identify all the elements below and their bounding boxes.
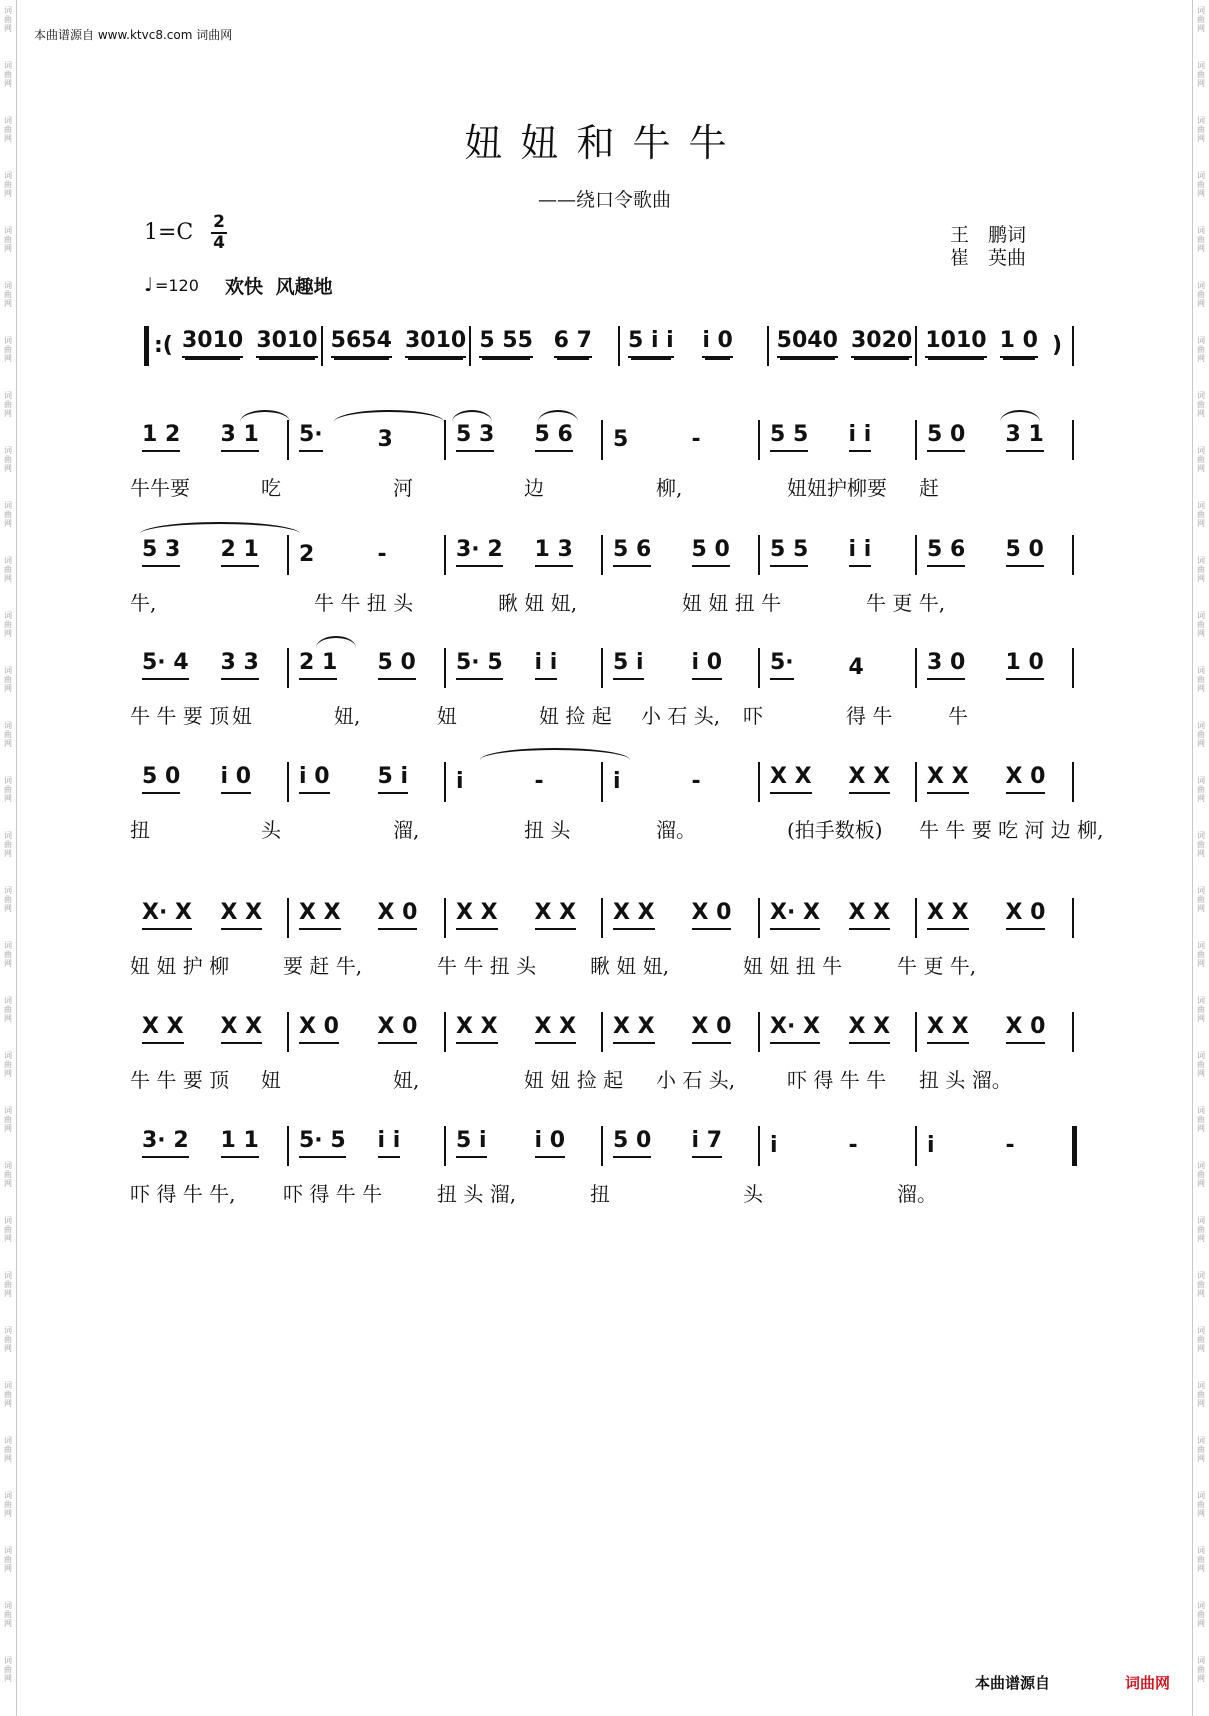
barline [601, 648, 603, 688]
song-title: 妞妞和牛牛 [464, 121, 745, 165]
note-group: 1 3 [535, 535, 573, 567]
note-group: X X [613, 898, 655, 930]
barline [287, 1126, 289, 1166]
lyric-phrase: 妞 妞 扭 牛 [682, 591, 782, 615]
watermark-text: 词 曲 网 [4, 61, 12, 88]
lyric-phrase: 小 石 头, [641, 704, 721, 728]
barline [1072, 326, 1074, 366]
watermark-text: 词 曲 网 [4, 336, 12, 363]
song-subtitle: ——绕口令歌曲 [537, 189, 671, 211]
barline [915, 898, 917, 938]
watermark-text: 词 曲 网 [4, 6, 12, 33]
note-group: i 0 [299, 762, 330, 794]
note-group: 5 i [456, 1126, 487, 1158]
source-note: 本曲谱源自 www.ktvc8.com 词曲网 [34, 28, 233, 42]
note-group: 5 6 [535, 420, 573, 452]
barline [601, 898, 603, 938]
note-group: i 7 [692, 1126, 723, 1158]
note-group: 5· 5 [299, 1126, 346, 1158]
credits [950, 224, 1026, 270]
barline [444, 420, 446, 460]
note-group: i 0 [221, 762, 252, 794]
slur-mark [480, 748, 630, 760]
lyric-phrase: 牛牛要 [130, 476, 190, 500]
note-group: X 0 [299, 1012, 339, 1044]
note-group: 5 5 [770, 535, 808, 567]
note-group: i i [378, 1126, 401, 1158]
lyric-phrase: 妞 [261, 1068, 281, 1092]
watermark-text: 词 曲 网 [1197, 1216, 1205, 1243]
note-group: 4 [848, 655, 864, 680]
watermark-text: 词 曲 网 [4, 391, 12, 418]
slur-mark [140, 522, 300, 534]
footer-site: 词曲网 [1125, 1674, 1171, 1692]
lyric-line [130, 1064, 1080, 1092]
barline [758, 1126, 760, 1166]
watermark-text: 词 曲 网 [1197, 1546, 1205, 1573]
intro-staff [0, 326, 1209, 366]
intro-note-group: 1 0 [1000, 326, 1038, 358]
watermark-text: 词 曲 网 [1197, 1161, 1205, 1188]
lyric-phrase: 扭 头 溜。 [919, 1068, 1012, 1092]
barline [469, 326, 471, 366]
lyric-phrase: 小 石 头, [656, 1068, 736, 1092]
intro-note-group: i 0 [702, 326, 733, 358]
barline [758, 762, 760, 802]
note-group: 5· 4 [142, 648, 189, 680]
barline [1072, 1126, 1077, 1166]
watermark-text: 词 曲 网 [1197, 721, 1205, 748]
intro-note-group: 3010 [405, 326, 466, 358]
note-group: i 0 [535, 1126, 566, 1158]
barline [287, 898, 289, 938]
watermark-text: 词 曲 网 [4, 226, 12, 253]
watermark-text: 词 曲 网 [1197, 61, 1205, 88]
quarter-note-icon: ♩ [144, 274, 153, 296]
watermark-text: 词 曲 网 [4, 1436, 12, 1463]
watermark-text: 词 曲 网 [4, 1106, 12, 1133]
watermark-text: 词 曲 网 [4, 996, 12, 1023]
barline [444, 762, 446, 802]
staff-row [0, 1012, 1209, 1052]
watermark-text: 词 曲 网 [4, 831, 12, 858]
watermark-text: 词 曲 网 [1197, 1436, 1205, 1463]
watermark-text: 词 曲 网 [1197, 446, 1205, 473]
tempo-value: =120 [154, 276, 199, 295]
barline [915, 648, 917, 688]
note-group: i [456, 769, 464, 794]
note-group: i 0 [692, 648, 723, 680]
staff-row [0, 420, 1209, 460]
time-denominator: 4 [213, 233, 225, 253]
watermark-text: 词 曲 网 [1197, 1106, 1205, 1133]
note-group: 5 0 [927, 420, 965, 452]
barline [767, 326, 769, 366]
lyric-phrase: 妞 [437, 704, 457, 728]
slur-mark [334, 410, 444, 422]
note-group: 1 2 [142, 420, 180, 452]
note-group: X X [927, 1012, 969, 1044]
intro-note-group: 1010 [925, 326, 986, 358]
note-group: i [770, 1133, 778, 1158]
right-margin-strip [1192, 0, 1209, 1716]
intro-note-group: 5654 [331, 326, 392, 358]
lyric-phrase: 溜。 [897, 1182, 937, 1206]
lyric-phrase: 溜, [393, 818, 420, 842]
lyric-phrase: 妞 妞 捡 起 [524, 1068, 624, 1092]
note-group: 5· 5 [456, 648, 503, 680]
watermark-text: 词 曲 网 [1197, 996, 1205, 1023]
time-signature [211, 214, 227, 252]
barline [144, 326, 149, 366]
lyric-phrase: 牛 牛 扭 头 [437, 954, 537, 978]
lyric-phrase: 赶 [919, 476, 939, 500]
intro-note-group: 5 55 [479, 326, 533, 358]
note-group: 3 3 [221, 648, 259, 680]
watermark-text: 词 曲 网 [4, 886, 12, 913]
lyric-phrase: 扭 头 [524, 818, 571, 842]
lyric-phrase: 妞 [232, 704, 252, 728]
note-group: X 0 [1006, 762, 1046, 794]
barline [915, 1126, 917, 1166]
note-group: i i [535, 648, 558, 680]
barline [1072, 762, 1074, 802]
time-numerator: 2 [213, 212, 225, 232]
note-group: 3 [377, 427, 393, 452]
note-group: X X [927, 762, 969, 794]
watermark-text: 词 曲 网 [4, 171, 12, 198]
note-group: 3· 2 [456, 535, 503, 567]
note-group: X 0 [378, 898, 418, 930]
lyric-phrase: 河 [393, 476, 413, 500]
barline [758, 420, 760, 460]
note-group: X 0 [692, 1012, 732, 1044]
note-group: X X [770, 762, 812, 794]
watermark-text: 词 曲 网 [4, 281, 12, 308]
lyric-line [130, 472, 1080, 500]
staff-row [0, 898, 1209, 938]
watermark-text: 词 曲 网 [4, 501, 12, 528]
watermark-text: 词 曲 网 [4, 1656, 12, 1683]
note-group: X· X [770, 898, 820, 930]
note-group: 5 3 [142, 535, 180, 567]
note-group: 3 1 [1006, 420, 1044, 452]
watermark-text: 词 曲 网 [4, 1381, 12, 1408]
lyric-phrase: 牛 牛 要 顶 [130, 704, 230, 728]
watermark-text: 词 曲 网 [1197, 391, 1205, 418]
watermark-text: 词 曲 网 [1197, 1271, 1205, 1298]
barline [287, 535, 289, 575]
watermark-text: 词 曲 网 [1197, 1656, 1205, 1683]
note-group: X X [613, 1012, 655, 1044]
note-group: - [691, 427, 701, 452]
note-group: - [377, 542, 387, 567]
note-group: X X [456, 898, 498, 930]
note-group: 1 0 [1006, 648, 1044, 680]
watermark-text: 词 曲 网 [4, 556, 12, 583]
watermark-text: 词 曲 网 [4, 1216, 12, 1243]
barline [601, 420, 603, 460]
note-group: - [1005, 1133, 1015, 1158]
barline [915, 1012, 917, 1052]
note-group: X X [456, 1012, 498, 1044]
note-group: 5 0 [613, 1126, 651, 1158]
lyric-line [130, 950, 1080, 978]
note-group: X· X [770, 1012, 820, 1044]
note-group: 2 1 [221, 535, 259, 567]
barline [601, 762, 603, 802]
barline [321, 326, 323, 366]
note-group: X X [849, 762, 891, 794]
note-group: X X [299, 898, 341, 930]
barline [758, 898, 760, 938]
lyric-line [130, 700, 1080, 728]
barline [1072, 648, 1074, 688]
watermark-text: 词 曲 网 [1197, 6, 1205, 33]
watermark-text: 词 曲 网 [4, 666, 12, 693]
barline [915, 762, 917, 802]
barline [1072, 898, 1074, 938]
note-group: 2 1 [299, 648, 337, 680]
note-group: X X [849, 1012, 891, 1044]
note-group: X 0 [1006, 1012, 1046, 1044]
barline [287, 762, 289, 802]
note-group: 5 6 [613, 535, 651, 567]
barline [287, 420, 289, 460]
lyric-phrase: 妞妞护柳要 [787, 476, 887, 500]
lyric-phrase: 妞 捡 起 [539, 704, 612, 728]
watermark-text: 词 曲 网 [1197, 666, 1205, 693]
note-group: 5 0 [692, 535, 730, 567]
watermark-text: 词 曲 网 [4, 1161, 12, 1188]
watermark-text: 词 曲 网 [1197, 776, 1205, 803]
slur-mark [1000, 410, 1040, 422]
staff-row [0, 1126, 1209, 1166]
watermark-text: 词 曲 网 [4, 1051, 12, 1078]
lyric-phrase: (拍手数板) [787, 818, 883, 842]
intro-note-group: 3010 [256, 326, 317, 358]
note-group: 5 5 [770, 420, 808, 452]
lyric-phrase: 柳, [656, 476, 683, 500]
watermark-text: 词 曲 网 [4, 941, 12, 968]
note-group: 5 6 [927, 535, 965, 567]
lyric-phrase: 牛 更 牛, [897, 954, 977, 978]
intro-note-group: 6 7 [554, 326, 592, 358]
note-group: X X [142, 1012, 184, 1044]
note-group: 5 [613, 427, 629, 452]
note-group: X X [221, 1012, 263, 1044]
intro-close-paren: ) [1052, 333, 1063, 358]
watermark-text: 词 曲 网 [4, 1491, 12, 1518]
lyric-phrase: 牛 牛 要 吃 河 边 柳, [919, 818, 1104, 842]
lyric-line [130, 814, 1104, 842]
lyric-phrase: 牛 更 牛, [866, 591, 946, 615]
key-signature: 1=C [144, 220, 194, 245]
watermark-text: 词 曲 网 [1197, 941, 1205, 968]
note-group: X· X [142, 898, 192, 930]
left-margin-strip [0, 0, 17, 1716]
note-group: - [691, 769, 701, 794]
watermark-text: 词 曲 网 [1197, 1381, 1205, 1408]
note-group: X X [535, 1012, 577, 1044]
repeat-start-sign: :( [154, 333, 173, 358]
barline [618, 326, 620, 366]
watermark-text: 词 曲 网 [1197, 1491, 1205, 1518]
watermark-text: 词 曲 网 [1197, 611, 1205, 638]
staff-row [0, 648, 1209, 688]
expression-mark: 欢快 风趣地 [225, 276, 333, 298]
lyric-phrase: 吃 [261, 476, 281, 500]
lyric-phrase: 要 赶 牛, [283, 954, 363, 978]
note-group: 5· [299, 420, 323, 452]
staff-row [0, 762, 1209, 802]
watermark-text: 词 曲 网 [1197, 1051, 1205, 1078]
lyric-phrase: 头 [743, 1182, 763, 1206]
watermark-text: 词 曲 网 [4, 611, 12, 638]
watermark-text: 词 曲 网 [1197, 501, 1205, 528]
staff-row [0, 535, 1209, 575]
watermark-text: 词 曲 网 [4, 776, 12, 803]
lyric-phrase: 妞, [334, 704, 361, 728]
lyric-phrase: 妞, [393, 1068, 420, 1092]
watermark-text: 词 曲 网 [1197, 886, 1205, 913]
note-group: 3 0 [927, 648, 965, 680]
composer: 崔 英曲 [950, 247, 1027, 269]
lyric-phrase: 得 牛 [846, 704, 893, 728]
watermark-text: 词 曲 网 [4, 721, 12, 748]
watermark-text: 词 曲 网 [1197, 116, 1205, 143]
note-group: 3· 2 [142, 1126, 189, 1158]
lyric-phrase: 扭 [130, 818, 150, 842]
barline [1072, 1012, 1074, 1052]
barline [444, 535, 446, 575]
note-group: 5 i [613, 648, 644, 680]
barline [444, 898, 446, 938]
lyric-phrase: 吓 得 牛 牛 [283, 1182, 383, 1206]
note-group: X X [535, 898, 577, 930]
watermark-text: 词 曲 网 [4, 1601, 12, 1628]
watermark-text: 词 曲 网 [1197, 171, 1205, 198]
watermark-text: 词 曲 网 [4, 446, 12, 473]
lyric-phrase: 牛 牛 要 顶 [130, 1068, 230, 1092]
barline [601, 1012, 603, 1052]
barline [1072, 535, 1074, 575]
lyric-phrase: 吓 得 牛 牛 [787, 1068, 887, 1092]
note-group: 5 i [378, 762, 409, 794]
note-group: 5 0 [378, 648, 416, 680]
barline [601, 1126, 603, 1166]
lyric-phrase: 牛 [948, 704, 968, 728]
note-group: 2 [299, 542, 315, 567]
lyric-phrase: 瞅 妞 妞, [498, 591, 578, 615]
note-group: i [927, 1133, 935, 1158]
lyric-phrase: 吓 得 牛 牛, [130, 1182, 236, 1206]
intro-note-group: 3010 [182, 326, 243, 358]
note-group: X 0 [1006, 898, 1046, 930]
barline [601, 535, 603, 575]
note-group: - [848, 1133, 858, 1158]
lyric-phrase: 牛, [130, 591, 157, 615]
note-group: X X [849, 898, 891, 930]
note-group: i i [849, 420, 872, 452]
watermark-text: 词 曲 网 [1197, 1601, 1205, 1628]
note-group: - [534, 769, 544, 794]
watermark-text: 词 曲 网 [1197, 556, 1205, 583]
footer-source: 本曲谱源自 [975, 1674, 1051, 1692]
lyric-phrase: 吓 [743, 704, 763, 728]
watermark-text: 词 曲 网 [1197, 226, 1205, 253]
note-group: X X [927, 898, 969, 930]
watermark-text: 词 曲 网 [4, 1271, 12, 1298]
intro-note-group: 5 i i [628, 326, 674, 358]
note-group: 3 1 [221, 420, 259, 452]
lyric-phrase: 瞅 妞 妞, [590, 954, 670, 978]
lyric-phrase: 妞 妞 扭 牛 [743, 954, 843, 978]
lyric-line [130, 1178, 1080, 1206]
barline [758, 535, 760, 575]
barline [1072, 420, 1074, 460]
barline [915, 326, 917, 366]
lyric-phrase: 头 [261, 818, 281, 842]
barline [915, 420, 917, 460]
watermark-text: 词 曲 网 [1197, 1326, 1205, 1353]
watermark-text: 词 曲 网 [1197, 336, 1205, 363]
lyricist: 王 鹏词 [950, 224, 1027, 246]
watermark-text: 词 曲 网 [1197, 831, 1205, 858]
barline [444, 648, 446, 688]
barline [758, 1012, 760, 1052]
barline [444, 1126, 446, 1166]
note-group: X 0 [692, 898, 732, 930]
note-group: X X [221, 898, 263, 930]
barline [915, 535, 917, 575]
barline [287, 648, 289, 688]
watermark-text: 词 曲 网 [4, 116, 12, 143]
slur-mark [316, 636, 356, 648]
note-group: 5 0 [142, 762, 180, 794]
note-group: 5· [770, 648, 794, 680]
slur-mark [538, 410, 578, 422]
note-group: 5 3 [456, 420, 494, 452]
barline [444, 1012, 446, 1052]
note-group: 5 0 [1006, 535, 1044, 567]
slur-mark [452, 410, 492, 422]
tempo-marking [144, 274, 199, 296]
note-group: i i [849, 535, 872, 567]
watermark-text: 词 曲 网 [4, 1326, 12, 1353]
lyric-phrase: 扭 头 溜, [437, 1182, 517, 1206]
slur-mark [240, 410, 290, 422]
note-group: X 0 [378, 1012, 418, 1044]
intro-note-group: 3020 [851, 326, 912, 358]
watermark-text: 词 曲 网 [4, 1546, 12, 1573]
intro-note-group: 5040 [777, 326, 838, 358]
note-group: i [613, 769, 621, 794]
watermark-text: 词 曲 网 [1197, 281, 1205, 308]
lyric-phrase: 边 [524, 476, 544, 500]
lyric-phrase: 溜。 [656, 818, 696, 842]
barline [758, 648, 760, 688]
lyric-phrase: 牛 牛 扭 头 [314, 591, 414, 615]
lyric-phrase: 妞 妞 护 柳 [130, 954, 230, 978]
note-group: 1 1 [221, 1126, 259, 1158]
lyric-phrase: 扭 [590, 1182, 610, 1206]
lyric-line [130, 587, 1080, 615]
barline [287, 1012, 289, 1052]
